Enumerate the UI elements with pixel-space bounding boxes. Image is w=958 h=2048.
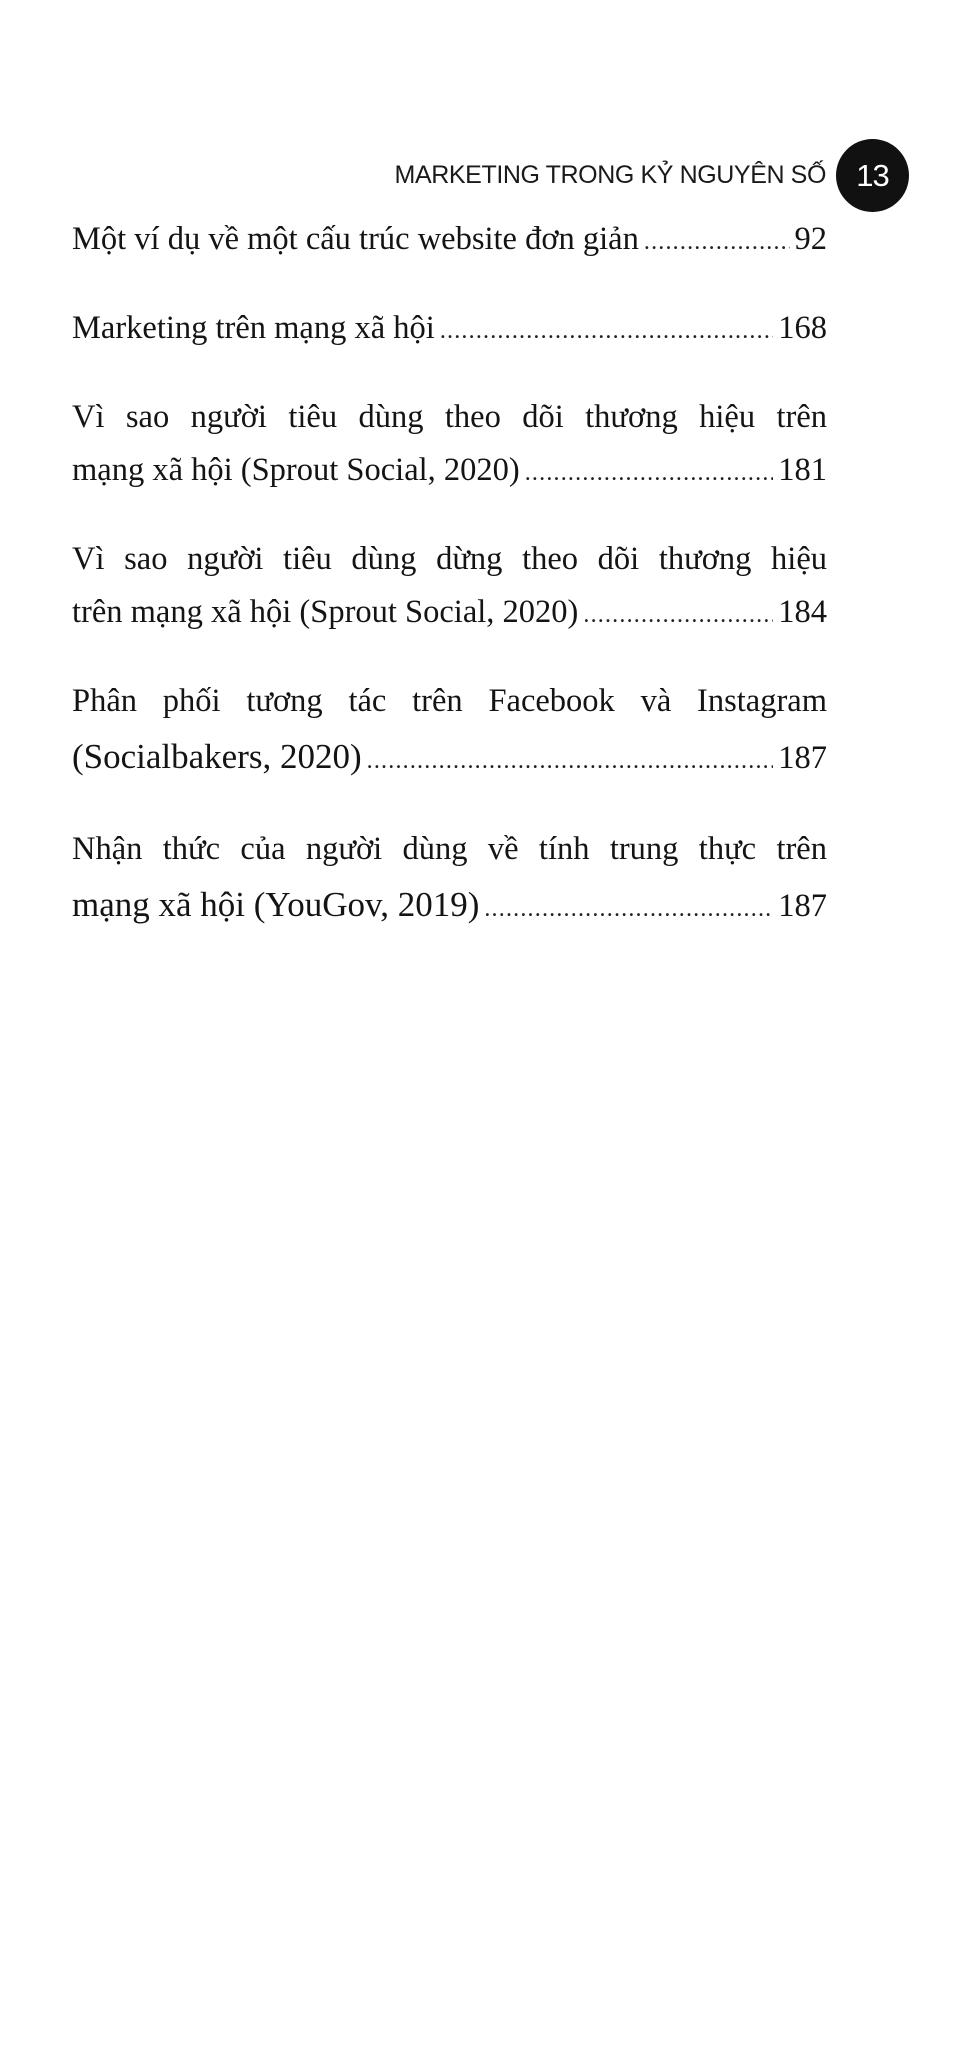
toc-entry-title: Một ví dụ về một cấu trúc website đơn giản: [72, 221, 639, 257]
table-of-contents: [72, 213, 827, 971]
toc-entry-line: Vì sao người tiêu dùng theo dõi thương hiệu trên: [72, 399, 827, 435]
page-number-badge: [836, 139, 909, 212]
toc-entry-title: (Socialbakers, 2020): [72, 737, 362, 776]
toc-entry-line: [72, 302, 827, 358]
toc-entry: [72, 533, 827, 642]
page-number: 13: [856, 157, 889, 193]
running-title: MARKETING TRONG KỶ NGUYÊN SỐ: [394, 161, 826, 189]
toc-page-number: 92: [794, 221, 827, 257]
toc-entry: [72, 213, 827, 269]
toc-entry-title: mạng xã hội (YouGov, 2019): [72, 885, 480, 924]
toc-entry: [72, 302, 827, 358]
toc-entry-line: [72, 213, 827, 269]
dot-leader: [484, 880, 773, 938]
toc-entry-line: Vì sao người tiêu dùng dừng theo dõi thương hiệu: [72, 541, 827, 577]
toc-entry-line: Nhận thức của người dùng về tính trung thực trên: [72, 831, 827, 867]
toc-entry: [72, 823, 827, 938]
dot-leader: [525, 447, 774, 500]
toc-entry-line: Phân phối tương tác trên Facebook và Instagram: [72, 683, 827, 719]
toc-page-number: 187: [778, 888, 827, 924]
toc-page-number: 168: [778, 310, 827, 346]
dot-leader: [367, 732, 774, 790]
dot-leader: [440, 305, 773, 358]
toc-entry-line: [72, 728, 827, 790]
toc-entry-line: [72, 876, 827, 938]
toc-entry-title: trên mạng xã hội (Sprout Social, 2020): [72, 594, 579, 630]
toc-entry: [72, 391, 827, 500]
toc-entry: [72, 675, 827, 790]
dot-leader: [583, 589, 773, 642]
toc-entry-title: mạng xã hội (Sprout Social, 2020): [72, 452, 520, 488]
toc-entry-line: [72, 586, 827, 642]
running-header: [395, 139, 909, 212]
toc-entry-title: Marketing trên mạng xã hội: [72, 310, 435, 346]
toc-page-number: 187: [778, 740, 827, 776]
toc-entry-line: [72, 444, 827, 500]
dot-leader: [644, 216, 790, 269]
toc-page-number: 184: [778, 594, 827, 630]
toc-page-number: 181: [778, 452, 827, 488]
